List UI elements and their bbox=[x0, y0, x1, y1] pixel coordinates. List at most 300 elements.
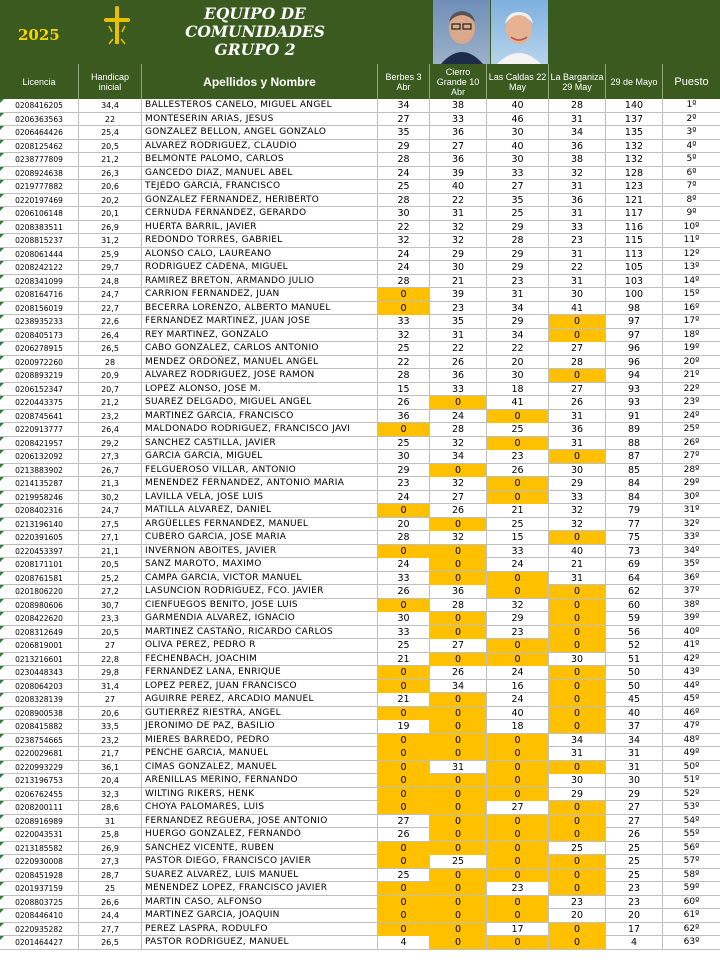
score-cell: 0 bbox=[430, 545, 487, 558]
cell-marker-icon bbox=[0, 437, 4, 441]
score-cell: 0 bbox=[430, 734, 487, 747]
score-cell: 0 bbox=[549, 882, 606, 895]
cell-marker-icon bbox=[0, 288, 4, 292]
position-cell: 53º bbox=[683, 802, 700, 812]
handicap-cell: 27 bbox=[79, 693, 142, 706]
score-cell: 0 bbox=[487, 747, 549, 760]
player-name-cell: MENENDEZ LOPEZ, FRANCISCO JAVIER bbox=[142, 882, 378, 895]
cell-marker-icon bbox=[0, 896, 4, 900]
position-cell: 22º bbox=[683, 383, 700, 394]
table-row bbox=[0, 612, 720, 626]
position-cell: 29º bbox=[683, 478, 700, 488]
position-cell: 7º bbox=[686, 181, 697, 191]
score-cell: 0 bbox=[549, 369, 606, 382]
score-cell: 25 bbox=[378, 342, 430, 355]
cell-marker-icon bbox=[0, 99, 4, 103]
handicap-cell: 33,5 bbox=[79, 720, 142, 733]
score-cell: 38 bbox=[430, 99, 487, 112]
score-cell: 0 bbox=[378, 761, 430, 774]
score-cell: 31 bbox=[430, 761, 487, 774]
table-row bbox=[0, 248, 720, 262]
total-cell: 50 bbox=[606, 666, 663, 679]
position-cell: 24º bbox=[683, 410, 700, 421]
license-cell: 0208893219 bbox=[0, 369, 79, 382]
score-cell: 34 bbox=[430, 450, 487, 463]
player-name-cell: SANZ MAROTO, MAXIMO bbox=[142, 558, 378, 571]
player-photo-1 bbox=[433, 0, 490, 64]
cell-marker-icon bbox=[0, 410, 4, 414]
player-name-cell: SANCHEZ VICENTE, RUBEN bbox=[142, 842, 378, 855]
player-name-cell: MENDEZ ORDOÑEZ, MANUEL ANGEL bbox=[142, 356, 378, 369]
total-cell: 59 bbox=[606, 612, 663, 625]
score-cell: 24 bbox=[487, 693, 549, 706]
score-cell: 0 bbox=[549, 450, 606, 463]
cell-marker-icon bbox=[0, 329, 4, 333]
handicap-cell: 20,5 bbox=[79, 558, 142, 571]
score-cell: 26 bbox=[378, 585, 430, 598]
position-cell: 35º bbox=[683, 559, 700, 569]
score-cell: 36 bbox=[549, 140, 606, 153]
score-cell: 0 bbox=[430, 626, 487, 639]
license-cell: 0206278915 bbox=[0, 342, 79, 355]
score-cell: 0 bbox=[487, 572, 549, 585]
handicap-cell: 29,8 bbox=[79, 666, 142, 679]
score-cell: 0 bbox=[549, 720, 606, 733]
handicap-cell: 30,7 bbox=[79, 599, 142, 612]
license-cell: 0208803725 bbox=[0, 896, 79, 909]
score-cell: 16 bbox=[487, 680, 549, 693]
total-cell: 25 bbox=[606, 855, 663, 868]
table-row bbox=[0, 558, 720, 572]
license-cell: 0213185582 bbox=[0, 842, 79, 855]
score-cell: 34 bbox=[378, 99, 430, 112]
license-cell: 0208415882 bbox=[0, 720, 79, 733]
player-name-cell: FERNANDEZ REGUERA, JOSE ANTONIO bbox=[142, 815, 378, 828]
position-cell: 25º bbox=[683, 424, 700, 434]
table-row bbox=[0, 815, 720, 829]
license-cell: 0206819001 bbox=[0, 639, 79, 652]
score-cell: 19 bbox=[378, 720, 430, 733]
score-cell: 34 bbox=[549, 126, 606, 139]
score-cell: 27 bbox=[430, 491, 487, 504]
position-cell: 18º bbox=[683, 329, 700, 340]
total-cell: 128 bbox=[606, 167, 663, 180]
score-cell: 0 bbox=[430, 801, 487, 814]
player-name-cell: GARCIA GARCIA, MIGUEL bbox=[142, 450, 378, 463]
score-cell: 32 bbox=[430, 531, 487, 544]
handicap-cell: 29,2 bbox=[79, 437, 142, 450]
score-cell: 31 bbox=[430, 207, 487, 220]
license-cell: 0220993229 bbox=[0, 761, 79, 774]
table-row bbox=[0, 329, 720, 343]
score-cell: 0 bbox=[378, 680, 430, 693]
table-row bbox=[0, 707, 720, 721]
cell-marker-icon bbox=[0, 302, 4, 306]
score-cell: 0 bbox=[430, 653, 487, 666]
score-cell: 0 bbox=[549, 936, 606, 949]
handicap-cell: 21,1 bbox=[79, 545, 142, 558]
score-cell: 28 bbox=[378, 531, 430, 544]
score-cell: 0 bbox=[378, 801, 430, 814]
total-cell: 137 bbox=[606, 113, 663, 126]
handicap-cell: 31,4 bbox=[79, 680, 142, 693]
table-row bbox=[0, 167, 720, 181]
score-cell: 40 bbox=[487, 140, 549, 153]
score-cell: 28 bbox=[378, 275, 430, 288]
total-cell: 113 bbox=[606, 248, 663, 261]
player-name-cell: MONTESERIN ARIAS, JESUS bbox=[142, 113, 378, 126]
total-cell: 29 bbox=[606, 788, 663, 801]
score-cell: 0 bbox=[430, 747, 487, 760]
score-cell: 32 bbox=[549, 518, 606, 531]
cell-marker-icon bbox=[0, 788, 4, 792]
license-cell: 0201464427 bbox=[0, 936, 79, 949]
score-cell: 22 bbox=[378, 221, 430, 234]
table-row bbox=[0, 234, 720, 248]
player-name-cell: INVERNON ABOITES, JAVIER bbox=[142, 545, 378, 558]
position-cell: 26º bbox=[683, 437, 700, 448]
score-cell: 0 bbox=[378, 734, 430, 747]
handicap-cell: 21,7 bbox=[79, 747, 142, 760]
total-cell: 116 bbox=[606, 221, 663, 234]
score-cell: 0 bbox=[487, 761, 549, 774]
col-round-1: Berbes 3 Abr bbox=[378, 64, 430, 99]
score-cell: 31 bbox=[549, 180, 606, 193]
score-cell: 32 bbox=[549, 167, 606, 180]
total-cell: 4 bbox=[606, 936, 663, 949]
table-row bbox=[0, 302, 720, 316]
score-cell: 30 bbox=[549, 464, 606, 477]
position-cell: 46º bbox=[683, 707, 700, 718]
score-cell: 26 bbox=[430, 504, 487, 517]
total-cell: 75 bbox=[606, 531, 663, 544]
score-cell: 0 bbox=[378, 842, 430, 855]
player-name-cell: ARENILLAS MERINO, FERNANDO bbox=[142, 774, 378, 787]
license-cell: 0206132092 bbox=[0, 450, 79, 463]
handicap-cell: 22,7 bbox=[79, 302, 142, 315]
score-cell: 21 bbox=[378, 693, 430, 706]
score-cell: 36 bbox=[378, 410, 430, 423]
score-cell: 33 bbox=[549, 491, 606, 504]
license-cell: 0238935233 bbox=[0, 315, 79, 328]
player-name-cell: FERNANDEZ LANA, ENRIQUE bbox=[142, 666, 378, 679]
score-cell: 22 bbox=[430, 194, 487, 207]
score-cell: 0 bbox=[430, 815, 487, 828]
handicap-cell: 20,2 bbox=[79, 194, 142, 207]
position-cell: 50º bbox=[683, 761, 700, 772]
license-cell: 0208383511 bbox=[0, 221, 79, 234]
handicap-cell: 20,6 bbox=[79, 180, 142, 193]
score-cell: 0 bbox=[430, 936, 487, 949]
player-name-cell: CABO GONZALEZ, CARLOS ANTONIO bbox=[142, 342, 378, 355]
cell-marker-icon bbox=[0, 855, 4, 859]
license-cell: 0208446410 bbox=[0, 909, 79, 922]
position-cell: 33º bbox=[683, 532, 700, 542]
score-cell: 0 bbox=[549, 599, 606, 612]
score-cell: 41 bbox=[549, 302, 606, 315]
license-cell: 0220443375 bbox=[0, 396, 79, 409]
player-name-cell: PASTOR DIEGO, FRANCISCO JAVIER bbox=[142, 855, 378, 868]
score-cell: 40 bbox=[487, 99, 549, 112]
cell-marker-icon bbox=[0, 882, 4, 886]
total-cell: 52 bbox=[606, 639, 663, 652]
score-cell: 33 bbox=[378, 572, 430, 585]
position-cell: 27º bbox=[683, 451, 700, 461]
score-cell: 0 bbox=[487, 815, 549, 828]
score-cell: 0 bbox=[487, 585, 549, 598]
cell-marker-icon bbox=[0, 680, 4, 684]
score-cell: 0 bbox=[549, 801, 606, 814]
license-cell: 0206152347 bbox=[0, 383, 79, 396]
total-cell: 91 bbox=[606, 410, 663, 423]
cell-marker-icon bbox=[0, 626, 4, 630]
score-cell: 0 bbox=[378, 855, 430, 868]
license-cell: 0220935282 bbox=[0, 923, 79, 936]
total-cell: 34 bbox=[606, 734, 663, 747]
handicap-cell: 26,4 bbox=[79, 329, 142, 342]
cell-marker-icon bbox=[0, 396, 4, 400]
score-cell: 23 bbox=[549, 896, 606, 909]
player-name-cell: OLIVA PEREZ, PEDRO R bbox=[142, 639, 378, 652]
score-cell: 0 bbox=[549, 531, 606, 544]
score-cell: 23 bbox=[487, 882, 549, 895]
license-cell: 0208745641 bbox=[0, 410, 79, 423]
player-name-cell: REDONDO TORRES, GABRIEL bbox=[142, 234, 378, 247]
score-cell: 0 bbox=[430, 896, 487, 909]
handicap-cell: 20,5 bbox=[79, 626, 142, 639]
player-name-cell: MARTIN CASO, ALFONSO bbox=[142, 896, 378, 909]
score-cell: 22 bbox=[487, 342, 549, 355]
cell-marker-icon bbox=[0, 126, 4, 130]
total-cell: 23 bbox=[606, 882, 663, 895]
total-cell: 84 bbox=[606, 491, 663, 504]
position-cell: 38º bbox=[683, 599, 700, 610]
score-cell: 27 bbox=[487, 180, 549, 193]
cell-marker-icon bbox=[0, 113, 4, 117]
score-cell: 0 bbox=[487, 788, 549, 801]
score-cell: 18 bbox=[487, 720, 549, 733]
table-row bbox=[0, 261, 720, 275]
cell-marker-icon bbox=[0, 734, 4, 738]
table-row bbox=[0, 666, 720, 680]
score-cell: 29 bbox=[487, 612, 549, 625]
position-cell: 34º bbox=[683, 545, 700, 556]
player-name-cell: MIERES BARREDO, PEDRO bbox=[142, 734, 378, 747]
score-cell: 31 bbox=[549, 113, 606, 126]
table-row bbox=[0, 896, 720, 910]
player-photo-2 bbox=[491, 0, 548, 64]
score-cell: 31 bbox=[549, 207, 606, 220]
score-cell: 31 bbox=[549, 747, 606, 760]
score-cell: 24 bbox=[378, 558, 430, 571]
score-cell: 17 bbox=[487, 923, 549, 936]
license-cell: 0208416205 bbox=[0, 99, 79, 112]
handicap-cell: 30,2 bbox=[79, 491, 142, 504]
position-cell: 16º bbox=[683, 302, 700, 313]
license-cell: 0220043531 bbox=[0, 828, 79, 841]
score-cell: 0 bbox=[430, 693, 487, 706]
table-row bbox=[0, 180, 720, 194]
score-cell: 0 bbox=[549, 828, 606, 841]
license-cell: 0220453397 bbox=[0, 545, 79, 558]
player-name-cell: LAVILLA VELA, JOSE LUIS bbox=[142, 491, 378, 504]
col-handicap: Handicap inicial bbox=[79, 64, 142, 99]
cell-marker-icon bbox=[0, 423, 4, 427]
table-row bbox=[0, 450, 720, 464]
total-cell: 96 bbox=[606, 356, 663, 369]
score-cell: 0 bbox=[549, 815, 606, 828]
score-cell: 0 bbox=[430, 720, 487, 733]
score-cell: 30 bbox=[378, 207, 430, 220]
license-cell: 0220930008 bbox=[0, 855, 79, 868]
license-cell: 0208064203 bbox=[0, 680, 79, 693]
score-cell: 46 bbox=[487, 113, 549, 126]
score-cell: 23 bbox=[378, 477, 430, 490]
total-cell: 37 bbox=[606, 720, 663, 733]
cell-marker-icon bbox=[0, 599, 4, 603]
table-row bbox=[0, 734, 720, 748]
score-cell: 31 bbox=[549, 572, 606, 585]
total-cell: 56 bbox=[606, 626, 663, 639]
score-cell: 29 bbox=[487, 261, 549, 274]
license-cell: 0219777882 bbox=[0, 180, 79, 193]
cell-marker-icon bbox=[0, 774, 4, 778]
score-cell: 29 bbox=[430, 248, 487, 261]
score-cell: 33 bbox=[487, 545, 549, 558]
score-cell: 0 bbox=[549, 761, 606, 774]
score-cell: 33 bbox=[549, 221, 606, 234]
license-cell: 0208200111 bbox=[0, 801, 79, 814]
victory-cross-icon bbox=[104, 6, 130, 46]
score-cell: 23 bbox=[549, 234, 606, 247]
table-row bbox=[0, 194, 720, 208]
total-cell: 140 bbox=[606, 99, 663, 112]
player-name-cell: AGUIRRE PEREZ, ARCADIO MANUEL bbox=[142, 693, 378, 706]
score-cell: 0 bbox=[549, 315, 606, 328]
total-cell: 50 bbox=[606, 680, 663, 693]
score-cell: 20 bbox=[378, 518, 430, 531]
table-row bbox=[0, 572, 720, 586]
handicap-cell: 25,4 bbox=[79, 126, 142, 139]
total-cell: 79 bbox=[606, 504, 663, 517]
handicap-cell: 28,7 bbox=[79, 869, 142, 882]
score-cell: 28 bbox=[487, 234, 549, 247]
player-name-cell: MENENDEZ FERNANDEZ, ANTONIO MARIA bbox=[142, 477, 378, 490]
handicap-cell: 27,3 bbox=[79, 450, 142, 463]
score-cell: 22 bbox=[378, 356, 430, 369]
cell-marker-icon bbox=[0, 653, 4, 657]
table-row bbox=[0, 842, 720, 856]
player-name-cell: BELMONTE PALOMO, CARLOS bbox=[142, 153, 378, 166]
table-row bbox=[0, 801, 720, 815]
total-cell: 121 bbox=[606, 194, 663, 207]
score-cell: 34 bbox=[487, 329, 549, 342]
score-cell: 0 bbox=[430, 518, 487, 531]
total-cell: 30 bbox=[606, 774, 663, 787]
player-name-cell: HUERTA BARRIL, JAVIER bbox=[142, 221, 378, 234]
license-cell: 0220029681 bbox=[0, 747, 79, 760]
score-cell: 15 bbox=[378, 383, 430, 396]
total-cell: 26 bbox=[606, 828, 663, 841]
license-cell: 0230448343 bbox=[0, 666, 79, 679]
player-name-cell: CUBERO GARCIA, JOSE MARIA bbox=[142, 531, 378, 544]
score-cell: 31 bbox=[487, 288, 549, 301]
score-cell: 24 bbox=[487, 666, 549, 679]
table-row bbox=[0, 504, 720, 518]
cell-marker-icon bbox=[0, 234, 4, 238]
score-cell: 32 bbox=[430, 234, 487, 247]
player-name-cell: SUAREZ DELGADO, MIGUEL ANGEL bbox=[142, 396, 378, 409]
license-cell: 0220197469 bbox=[0, 194, 79, 207]
total-cell: 87 bbox=[606, 450, 663, 463]
player-name-cell: MARTINEZ GARCIA, FRANCISCO bbox=[142, 410, 378, 423]
position-cell: 49º bbox=[683, 748, 700, 758]
score-cell: 27 bbox=[549, 383, 606, 396]
score-cell: 32 bbox=[430, 221, 487, 234]
table-row bbox=[0, 356, 720, 370]
handicap-cell: 36,1 bbox=[79, 761, 142, 774]
score-cell: 36 bbox=[430, 126, 487, 139]
table-row bbox=[0, 653, 720, 667]
cell-marker-icon bbox=[0, 315, 4, 319]
handicap-cell: 21,3 bbox=[79, 477, 142, 490]
player-name-cell: FECHENBACH, JOACHIM bbox=[142, 653, 378, 666]
score-cell: 35 bbox=[378, 126, 430, 139]
license-cell: 0200972260 bbox=[0, 356, 79, 369]
player-name-cell: CAMPA GARCIA, VICTOR MANUEL bbox=[142, 572, 378, 585]
score-cell: 22 bbox=[430, 342, 487, 355]
score-cell: 26 bbox=[487, 464, 549, 477]
cell-marker-icon bbox=[0, 167, 4, 171]
handicap-cell: 26,6 bbox=[79, 896, 142, 909]
table-row bbox=[0, 113, 720, 127]
score-cell: 25 bbox=[487, 518, 549, 531]
handicap-cell: 20,1 bbox=[79, 207, 142, 220]
score-cell: 41 bbox=[487, 396, 549, 409]
table-row bbox=[0, 882, 720, 896]
table-row bbox=[0, 153, 720, 167]
score-cell: 34 bbox=[549, 734, 606, 747]
handicap-cell: 24,8 bbox=[79, 275, 142, 288]
score-cell: 39 bbox=[430, 167, 487, 180]
player-name-cell: LOPEZ ALONSO, JOSE M. bbox=[142, 383, 378, 396]
position-cell: 41º bbox=[683, 640, 700, 650]
score-cell: 28 bbox=[378, 153, 430, 166]
position-cell: 4º bbox=[686, 140, 697, 151]
score-cell: 29 bbox=[487, 315, 549, 328]
handicap-cell: 24,7 bbox=[79, 504, 142, 517]
cell-marker-icon bbox=[0, 585, 4, 589]
position-cell: 37º bbox=[683, 586, 700, 596]
score-cell: 25 bbox=[487, 423, 549, 436]
score-cell: 0 bbox=[487, 896, 549, 909]
table-row bbox=[0, 383, 720, 397]
license-cell: 0220391605 bbox=[0, 531, 79, 544]
handicap-cell: 32,3 bbox=[79, 788, 142, 801]
handicap-cell: 26,4 bbox=[79, 423, 142, 436]
license-cell: 0220913777 bbox=[0, 423, 79, 436]
position-cell: 58º bbox=[683, 869, 700, 880]
player-name-cell: CARRION FERNANDEZ, JUAN bbox=[142, 288, 378, 301]
total-cell: 88 bbox=[606, 437, 663, 450]
table-row bbox=[0, 909, 720, 923]
handicap-cell: 25 bbox=[79, 882, 142, 895]
total-cell: 25 bbox=[606, 842, 663, 855]
handicap-cell: 20,5 bbox=[79, 140, 142, 153]
table-row bbox=[0, 828, 720, 842]
score-cell: 27 bbox=[549, 342, 606, 355]
license-cell: 0208421957 bbox=[0, 437, 79, 450]
